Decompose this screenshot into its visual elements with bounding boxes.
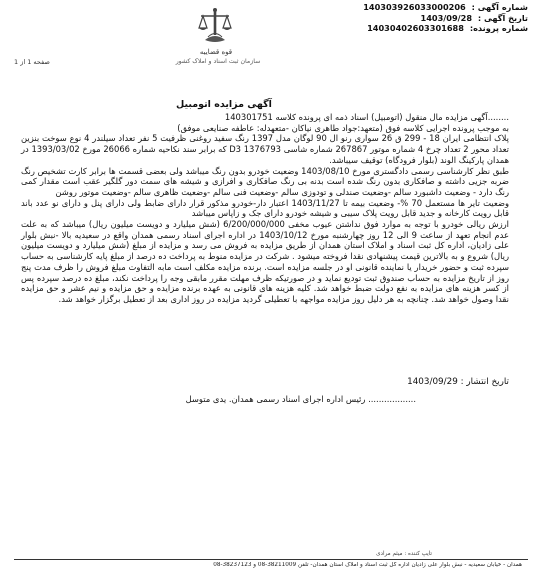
body-paragraph-case: ........آگهی مزایده مال منقول (اتومبیل) اسناد ذمه ای پرونده کلاسه 140301751 [224,112,509,122]
publish-date-label: تاریخ انتشار : [460,377,509,387]
body-paragraph-condition: وضعیت تایر ها مستعمل 70 %- وضعیت بیمه تا 1403/11/27 اعتبار دار-خودرو مذکور قرار دارای ضابط ولی دارای پنل و دارای نو عدد باند قابل رویت کارخانه و جدید قابل رویت پلاک سیبی و شیشه خودرو دارای جک و زاپاس میباشد [21,197,510,219]
notice-body [21,112,509,305]
notice-number-label: شماره آگهی : [471,2,528,12]
notice-meta [298,2,528,34]
body-paragraph-auction-terms: ارزش ریالی خودرو با توجه به موارد فوق نداشتن عیوب مخفی 6/200/000/000 (شش میلیارد و دویست میلیون ریال) میباشد که به علت عدم انجام تعهد از ساعت 9 الی 12 روز چهارشنبه مورخ 1403/10/12 در اداره اجرای اسناد رسمی همدان واقع در سعیدیه بالا -نبش بلوار علی زادیان، اداره کل ثبت اسناد و املاک استان همدان از طریق مزایده به فروش می رسد و مزایده از مبلغ (شش میلیارد و دویست میلیون ریال) شروع و به بالاترین قیمت پیشنهادی نقدا فروخته میشود . شرکت در مزایده منوط به پرداخت ده درصد از مبلغ پایه کارشناسی به حساب سپرده ثبت و حضور خریدار یا نماینده قانونی او در جلسه مزایده است. برنده مزایده مکلف است مابه التفاوت مبلغ فروش را ظرف مدت پنج روز از تاریخ مزایده به حساب صندوق ثبت تودیع نماید و در صورتیکه ظرف مهلت مقرر مابقی وجه را پرداخت نکند، مبلغ ده درصد سپرده پس از کسر هزینه های مزایده به نفع دولت ضبط خواهد شد. کلیه هزینه های قانونی به عهده برنده مزایده و حق مزایده و نیم عشر و حق مزایده نقدا وصول خواهد شد. چنانچه به هر دلیل روز مزایده مواجهه با تعطیلی گردید مزایده در روز اداری بعد از تعطیل برگزار خواهد شد. [21,219,510,304]
body-paragraph-parties: به موجب پرونده اجرایی کلاسه فوق (متعهد:جواد طاهری نیاکان -متعهدله: عاطفه صنایعی موفق) [177,122,509,133]
case-number-row [298,23,528,34]
notice-number: 140303926033000206 [363,2,466,12]
footer-address: همدان - خیابان سعیدیه - نبش بلوار علی زادیان اداره کل ثبت اسناد و املاک استان همدان- تلفن 38211009-08 و 38237123-08 [213,562,522,568]
judiciary-emblem-icon [195,6,235,46]
footer-divider [14,559,528,560]
judiciary-label: قوه قضاییه [199,48,233,56]
publish-date: 1403/09/29 [407,377,458,387]
case-number-label: شماره پرونده: [469,23,528,33]
notice-date: 1403/09/28 [420,12,473,23]
typist-label: تایپ کننده : میثم مرادی [376,551,432,557]
body-paragraph-inspection: طبق نظر کارشناسی رسمی دادگستری مورخ 1403/08/10 وضعیت خودرو بدون رنگ میباشد ولی بعضی قسمت ها برابر کارت تشخیص رنگ ضربه جزیی داشته و صافکاری بدون رنگ شده است بدنه بی رنگ صافکاری و افرازی و شیشه های سمت دور گلگیر عقب است مقدار کمی رنگ دارد - وضعیت داشبورد سالم -وضعیت صندلی و تودوزی سالم -وضعیت فنی سالم -وضعیت ظاهری سالم -وضعیت موتور روشن [21,165,509,197]
case-number: 14030402603301688 [367,23,464,33]
notice-title: آگهی مزایده اتومبیل [176,99,272,110]
sheet-number: صفحه 1 از 1 [14,58,50,66]
notice-date-row [298,13,528,24]
signature-line: .................. رئیس اداره اجرای اسناد رسمی همدان. یدی متوسل [185,394,416,404]
publish-date-row [407,377,509,387]
body-paragraph-vehicle: پلاک انتظامی ایران 18 - 299 ق 26 سواری رنو ال 90 لوگان مدل 1397 رنگ سفید روغنی ظرفیت 5 نفر تعداد سیلندر 4 نوع سوخت بنزین تعداد محور 2 تعداد چرخ 4 شماره موتور 267867 شماره شاسی 1376793 D3 که برابر سند نکاحیه شماره 26066 مورخ 1393/03/02 در همدان پارکینگ الوند (بلوار فرودگاه) توقیف سیباشد. [21,133,509,165]
notice-date-label: تاریخ آگهی : [477,12,528,23]
organization-label: سازمان ثبت اسناد و املاک کشور [175,58,261,65]
notice-number-row [298,2,528,13]
